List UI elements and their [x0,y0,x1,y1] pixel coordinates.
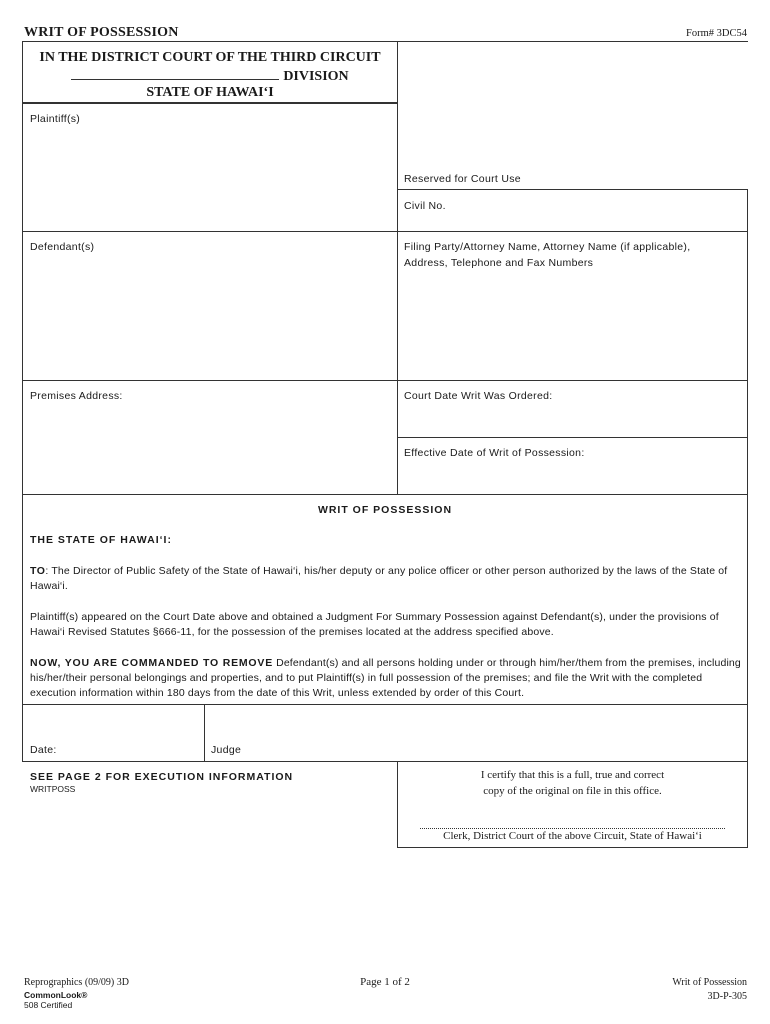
effective-date-label: Effective Date of Writ of Possession: [404,447,585,459]
writ-state: THE STATE OF HAWAI‘I: [30,534,172,546]
to-text: : The Director of Public Safety of the State of Hawai‘i, his/her deputy or any police officer or other person authorized by the laws of the State of Hawai‘i. [30,565,728,592]
clerk-signature-line[interactable] [420,828,725,829]
effective-date-box[interactable] [397,437,748,495]
writ-heading: WRIT OF POSSESSION [317,504,453,516]
certify-line-2: copy of the original on file in this office. [483,785,662,797]
court-date-label: Court Date Writ Was Ordered: [404,390,553,402]
writ-judgment-paragraph: Plaintiff(s) appeared on the Court Date above and obtained a Judgment For Summary Possession against Defendant(s), under the provisions of Hawai‘i Revised Statutes §666-11, for the possession of the premises located at the address specified above. [30,611,719,638]
reprographics-label: Reprographics (09/09) 3D [24,977,129,988]
signature-divider [204,704,205,762]
judge-label: Judge [211,744,242,756]
division-label: DIVISION [283,69,349,84]
form-number: Form# 3DC54 [686,28,747,39]
page-number: Page 1 of 2 [360,976,410,988]
civil-no-label: Civil No. [404,200,446,212]
signature-row [22,704,748,762]
premises-label: Premises Address: [30,390,123,402]
division-blank[interactable] [71,67,279,80]
command-label: NOW, YOU ARE COMMANDED TO REMOVE [30,657,274,669]
footer-form-code: 3D-P-305 [707,991,747,1002]
form-code-writposs: WRITPOSS [30,784,76,794]
plaintiff-label: Plaintiff(s) [30,113,81,125]
filing-party-label-1: Filing Party/Attorney Name, Attorney Name (if applicable), [404,241,691,253]
court-state-line: STATE OF HAWAI‘I [146,85,274,100]
see-page-2-note: SEE PAGE 2 FOR EXECUTION INFORMATION [30,771,294,783]
reserved-label: Reserved for Court Use [404,173,521,185]
writ-command-paragraph [30,656,742,701]
commonlook-logo: CommonLook® [24,990,88,1000]
filing-party-label-2: Address, Telephone and Fax Numbers [404,257,594,269]
footer-form-name: Writ of Possession [672,977,747,988]
defendant-label: Defendant(s) [30,241,95,253]
form-title: WRIT OF POSSESSION [24,25,179,40]
court-date-box[interactable] [397,380,748,438]
writ-to-paragraph [30,564,736,594]
clerk-label: Clerk, District Court of the above Circuit, State of Hawai‘i [443,830,702,842]
certify-line-1: I certify that this is a full, true and correct [480,769,665,781]
to-label: TO [30,565,46,577]
certified-label: 508 Certified [24,1000,73,1010]
court-line-1: IN THE DISTRICT COURT OF THE THIRD CIRCUIT [39,50,381,65]
command-text: Defendant(s) and all persons holding under or through him/her/them from the premises, including his/her/their personal belongings and properties, and to put Plaintiff(s) in full possession of the premises; and file the Writ with the completed execution information within 180 days from the date of this Writ, unless extended by order of this Court. [30,657,741,699]
filing-party-box[interactable] [397,231,748,381]
date-label: Date: [30,744,57,756]
civil-no-box[interactable] [397,189,748,232]
defendant-box[interactable] [22,231,398,381]
